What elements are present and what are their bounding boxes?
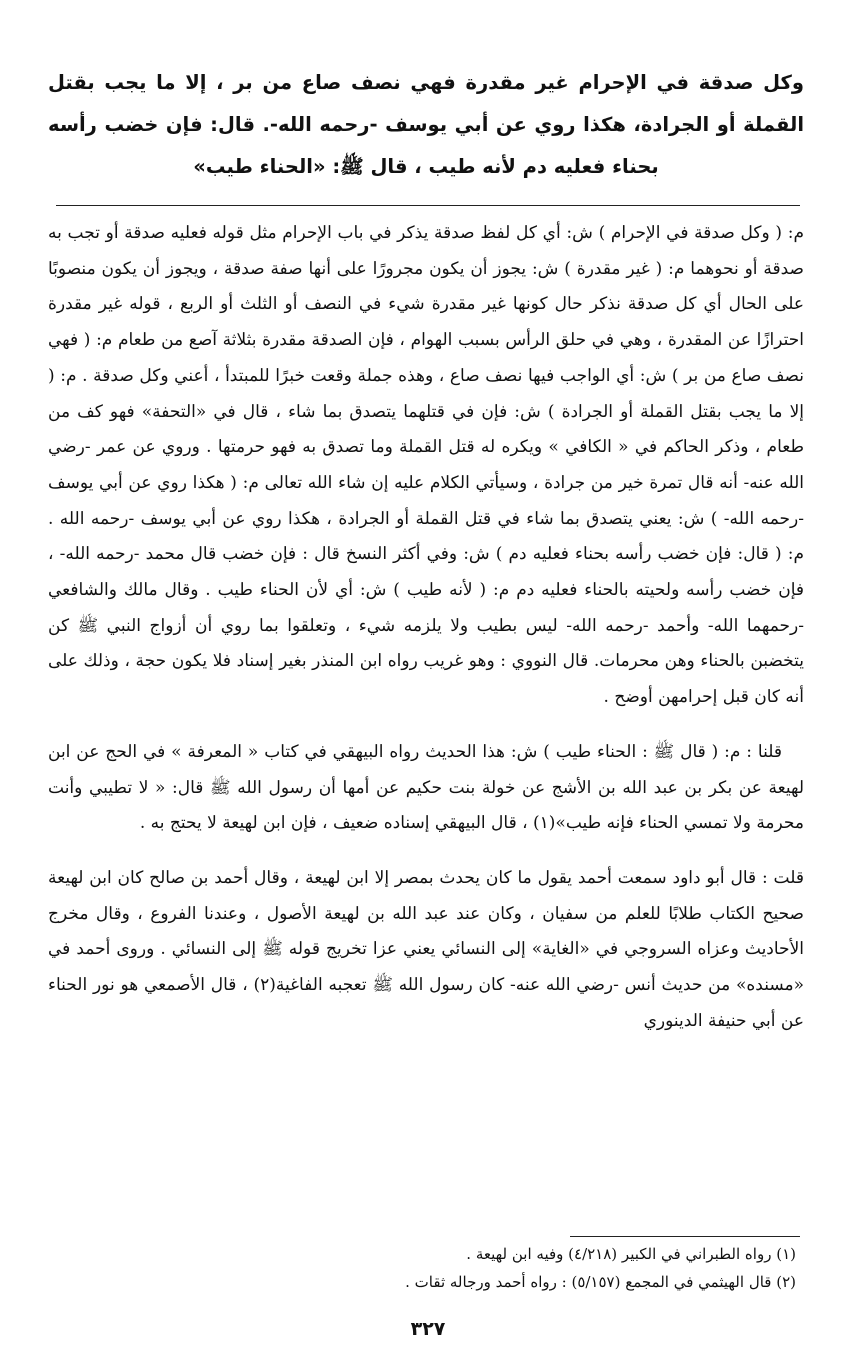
main-text-matn: وكل صدقة في الإحرام غير مقدرة فهي نصف صاع من بر ، إلا ما يجب بقتل القملة أو الجرادة، هكذا روي عن أبي يوسف -رحمه الله-. قال: فإن خضب رأسه بحناء فعليه دم لأنه طيب ، قال ﷺ: «الحناء طيب» <box>48 71 804 178</box>
commentary-sharh <box>48 216 804 1039</box>
footnote: (١) رواه الطبراني في الكبير (٤/٢١٨) وفيه ابن لهيعة . <box>466 1245 796 1263</box>
section-divider <box>56 205 800 206</box>
page-number: ٣٢٧ <box>410 1318 446 1340</box>
footnotes <box>48 1240 796 1296</box>
commentary-paragraph: قلت : قال أبو داود سمعت أحمد يقول ما كان يحدث بمصر إلا ابن لهيعة ، وقال أحمد بن صالح كان ابن لهيعة صحيح الكتاب طلابًا للعلم من سفيان ، وكان عند عبد الله بن لهيعة الأصول ، وعندنا الفروع ، وقال مخرج الأحاديث وعزاه السروجي في «الغاية» إلى النسائي يعني عزا تخريج قوله ﷺ إلى النسائي . وروى أحمد في «مسنده» من حديث أنس -رضي الله عنه- كان رسول الله ﷺ تعجبه الفاغية(٢) ، قال الأصمعي هو نور الحناء عن أبي حنيفة الدينوري <box>48 867 805 1031</box>
commentary-paragraph: قلنا : م: ( قال ﷺ : الحناء طيب ) ش: هذا الحديث رواه البيهقي في كتاب « المعرفة » في الحج عن ابن لهيعة عن بكر بن عبد الله بن الأشج عن خولة بنت حكيم عن أمها أن رسول الله ﷺ قال: « لا تطيبي وأنت محرمة ولا تمسي الحناء فإنه طيب»(١) ، قال البيهقي إسناده ضعيف ، فإن ابن لهيعة لا يحتج به . <box>48 741 804 834</box>
footnote: (٢) قال الهيثمي في المجمع (٥/١٥٧) : رواه أحمد ورجاله ثقات . <box>405 1273 796 1291</box>
commentary-paragraph: م: ( وكل صدقة في الإحرام ) ش: أي كل لفظ صدقة يذكر في باب الإحرام مثل قوله فعليه صدقة أو تجب به صدقة أو نحوهما م: ( غير مقدرة ) ش: يجوز أن يكون مجرورًا على أنها صفة صدقة ، ويجوز أن يكون منصوبًا على الحال أي كل صدقة نذكر حال كونها غير مقدرة شيء في النصف أو الثلث أو الربع ، قوله غير مقدرة احترازًا عن المقدرة ، وهي في حلق الرأس بسبب الهوام ، فإن الصدقة مقدرة بثلاثة آصع من طعام م: ( فهي نصف صاع من بر ) ش: أي الواجب فيها نصف صاع ، وهذه جملة وقعت خبرًا للمبتدأ ، أعني وكل صدقة . م: ( إلا ما يجب بقتل القملة أو الجرادة ) ش: فإن في قتلهما يتصدق بما شاء ، قال في «التحفة» فهو كف من طعام ، وذكر الحاكم في « الكافي » ويكره له قتل القملة وما تصدق به فهو حرمتها . وروي عن عمر -رضي الله عنه- أنه قال تمرة خير من جرادة ، وسيأتي الكلام عليه إن شاء الله تعالى م: ( هكذا روي عن أبي يوسف -رحمه الله- ) ش: يعني يتصدق بما شاء في قتل القملة أو الجرادة ، هكذا روي عن أبي يوسف -رحمه الله . م: ( قال: فإن خضب رأسه بحناء فعليه دم ) ش: وفي أكثر النسخ قال : فإن خضب قال محمد -رحمه الله- ، فإن خضب رأسه ولحيته بالحناء فعليه دم م: ( لأنه طيب ) ش: أي لأن الحناء طيب . وقال مالك والشافعي -رحمهما الله- وأحمد -رحمه الله- ليس بطيب ولا يلزمه شيء ، وتعلقوا بما روي أن أزواج النبي ﷺ كن يتخضبن بالحناء وهن محرمات. قال النووي : وهو غريب رواه ابن المنذر بغير إسناد فلا يكون حجة ، وذلك على أنه كان قبل إحرامهن أوضح . <box>48 223 804 708</box>
footnote-divider <box>570 1236 800 1237</box>
